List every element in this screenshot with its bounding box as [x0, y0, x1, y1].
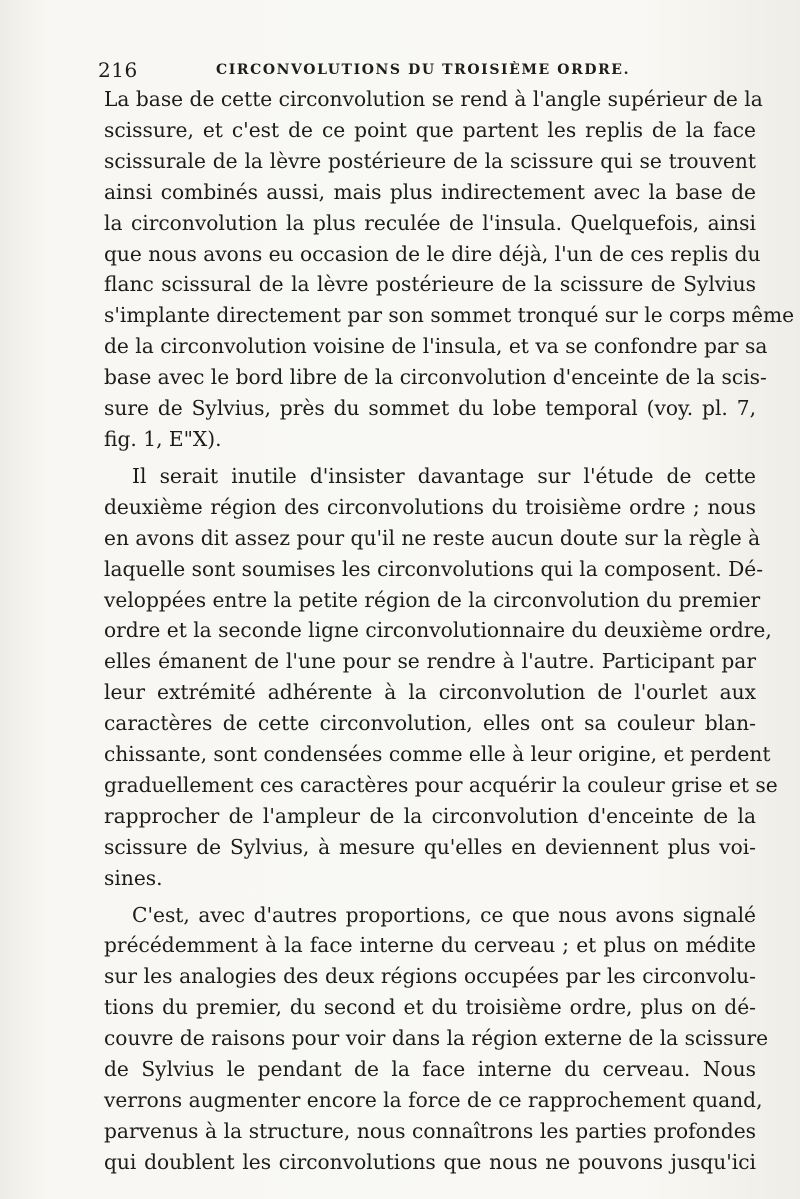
- paragraph-1: [104, 84, 795, 455]
- text-line: s'implante directement par son sommet tronqué sur le corps même: [104, 303, 795, 328]
- text-line: scissure de Sylvius, à mesure qu'elles en deviennent plus voi-: [104, 834, 756, 859]
- text-line: Il serait inutile d'insister davantage sur l'étude de cette: [132, 463, 756, 488]
- text-line: flanc scissural de la lèvre postérieure de la scissure de Sylvius: [104, 272, 756, 297]
- text-line: base avec le bord libre de la circonvolution d'enceinte de la scis-: [104, 365, 767, 390]
- text-line: la circonvolution la plus reculée de l'insula. Quelquefois, ainsi: [104, 210, 756, 235]
- text-line: précédemment à la face interne du cerveau ; et plus on médite: [104, 933, 756, 958]
- text-line: leur extrémité adhérente à la circonvolution de l'ourlet aux: [104, 680, 756, 705]
- text-line: tions du premier, du second et du troisième ordre, plus on dé-: [104, 995, 756, 1020]
- text-line: La base de cette circonvolution se rend à l'angle supérieur de la: [104, 87, 763, 111]
- text-line: ordre et la seconde ligne circonvolutionnaire du deuxième ordre,: [104, 618, 772, 643]
- text-line: elles émanent de l'une pour se rendre à l'autre. Participant par: [104, 649, 756, 674]
- text-line: deuxième région des circonvolutions du troisième ordre ; nous: [104, 494, 756, 519]
- text-line: fig. 1, E"X).: [104, 426, 222, 451]
- text-line: sines.: [104, 865, 163, 890]
- text-line: verrons augmenter encore la force de ce rapprochement quand,: [104, 1088, 763, 1112]
- text-line: graduellement ces caractères pour acquérir la couleur grise et se: [104, 772, 778, 797]
- text-line: qui doublent les circonvolutions que nous ne pouvons jusqu'ici: [104, 1149, 756, 1174]
- text-line: de la circonvolution voisine de l'insula, et va se confondre par sa: [104, 334, 768, 359]
- text-line: en avons dit assez pour qu'il ne reste aucun doute sur la règle à: [104, 525, 761, 550]
- text-line: sur les analogies des deux régions occupées par les circonvolu-: [104, 964, 756, 989]
- text-line: ainsi combinés aussi, mais plus indirectement avec la base de: [104, 179, 756, 204]
- text-line: de Sylvius le pendant de la face interne du cerveau. Nous: [104, 1057, 756, 1082]
- text-line: couvre de raisons pour voir dans la région externe de la scissure: [104, 1026, 769, 1051]
- text-line: veloppées entre la petite région de la circonvolution du premier: [104, 587, 761, 612]
- paragraph-3: [104, 900, 769, 1178]
- text-line: que nous avons eu occasion de le dire déjà, l'un de ces replis du: [104, 241, 761, 266]
- text-line: scissure, et c'est de ce point que partent les replis de la face: [104, 117, 756, 142]
- text-line: rapprocher de l'ampleur de la circonvolution d'enceinte de la: [104, 803, 756, 828]
- text-line: parvenus à la structure, nous connaîtrons les parties profondes: [104, 1118, 756, 1143]
- text-line: chissante, sont condensées comme elle à leur origine, et perdent: [104, 742, 771, 767]
- text-line: sure de Sylvius, près du sommet du lobe temporal (voy. pl. 7,: [104, 396, 756, 421]
- page-number: 216: [98, 58, 138, 82]
- text-line: caractères de cette circonvolution, elles ont sa couleur blan-: [104, 711, 756, 736]
- text-line: C'est, avec d'autres proportions, ce que nous avons signalé: [132, 902, 756, 927]
- paragraph-2: [104, 461, 778, 894]
- running-head: CIRCONVOLUTIONS DU TROISIÈME ORDRE.: [216, 62, 631, 78]
- text-line: scissurale de la lèvre postérieure de la scissure qui se trouvent: [104, 148, 756, 173]
- body-text: [104, 84, 795, 1184]
- text-line: laquelle sont soumises les circonvolutions qui la composent. Dé-: [104, 556, 764, 581]
- page-header: [98, 56, 758, 86]
